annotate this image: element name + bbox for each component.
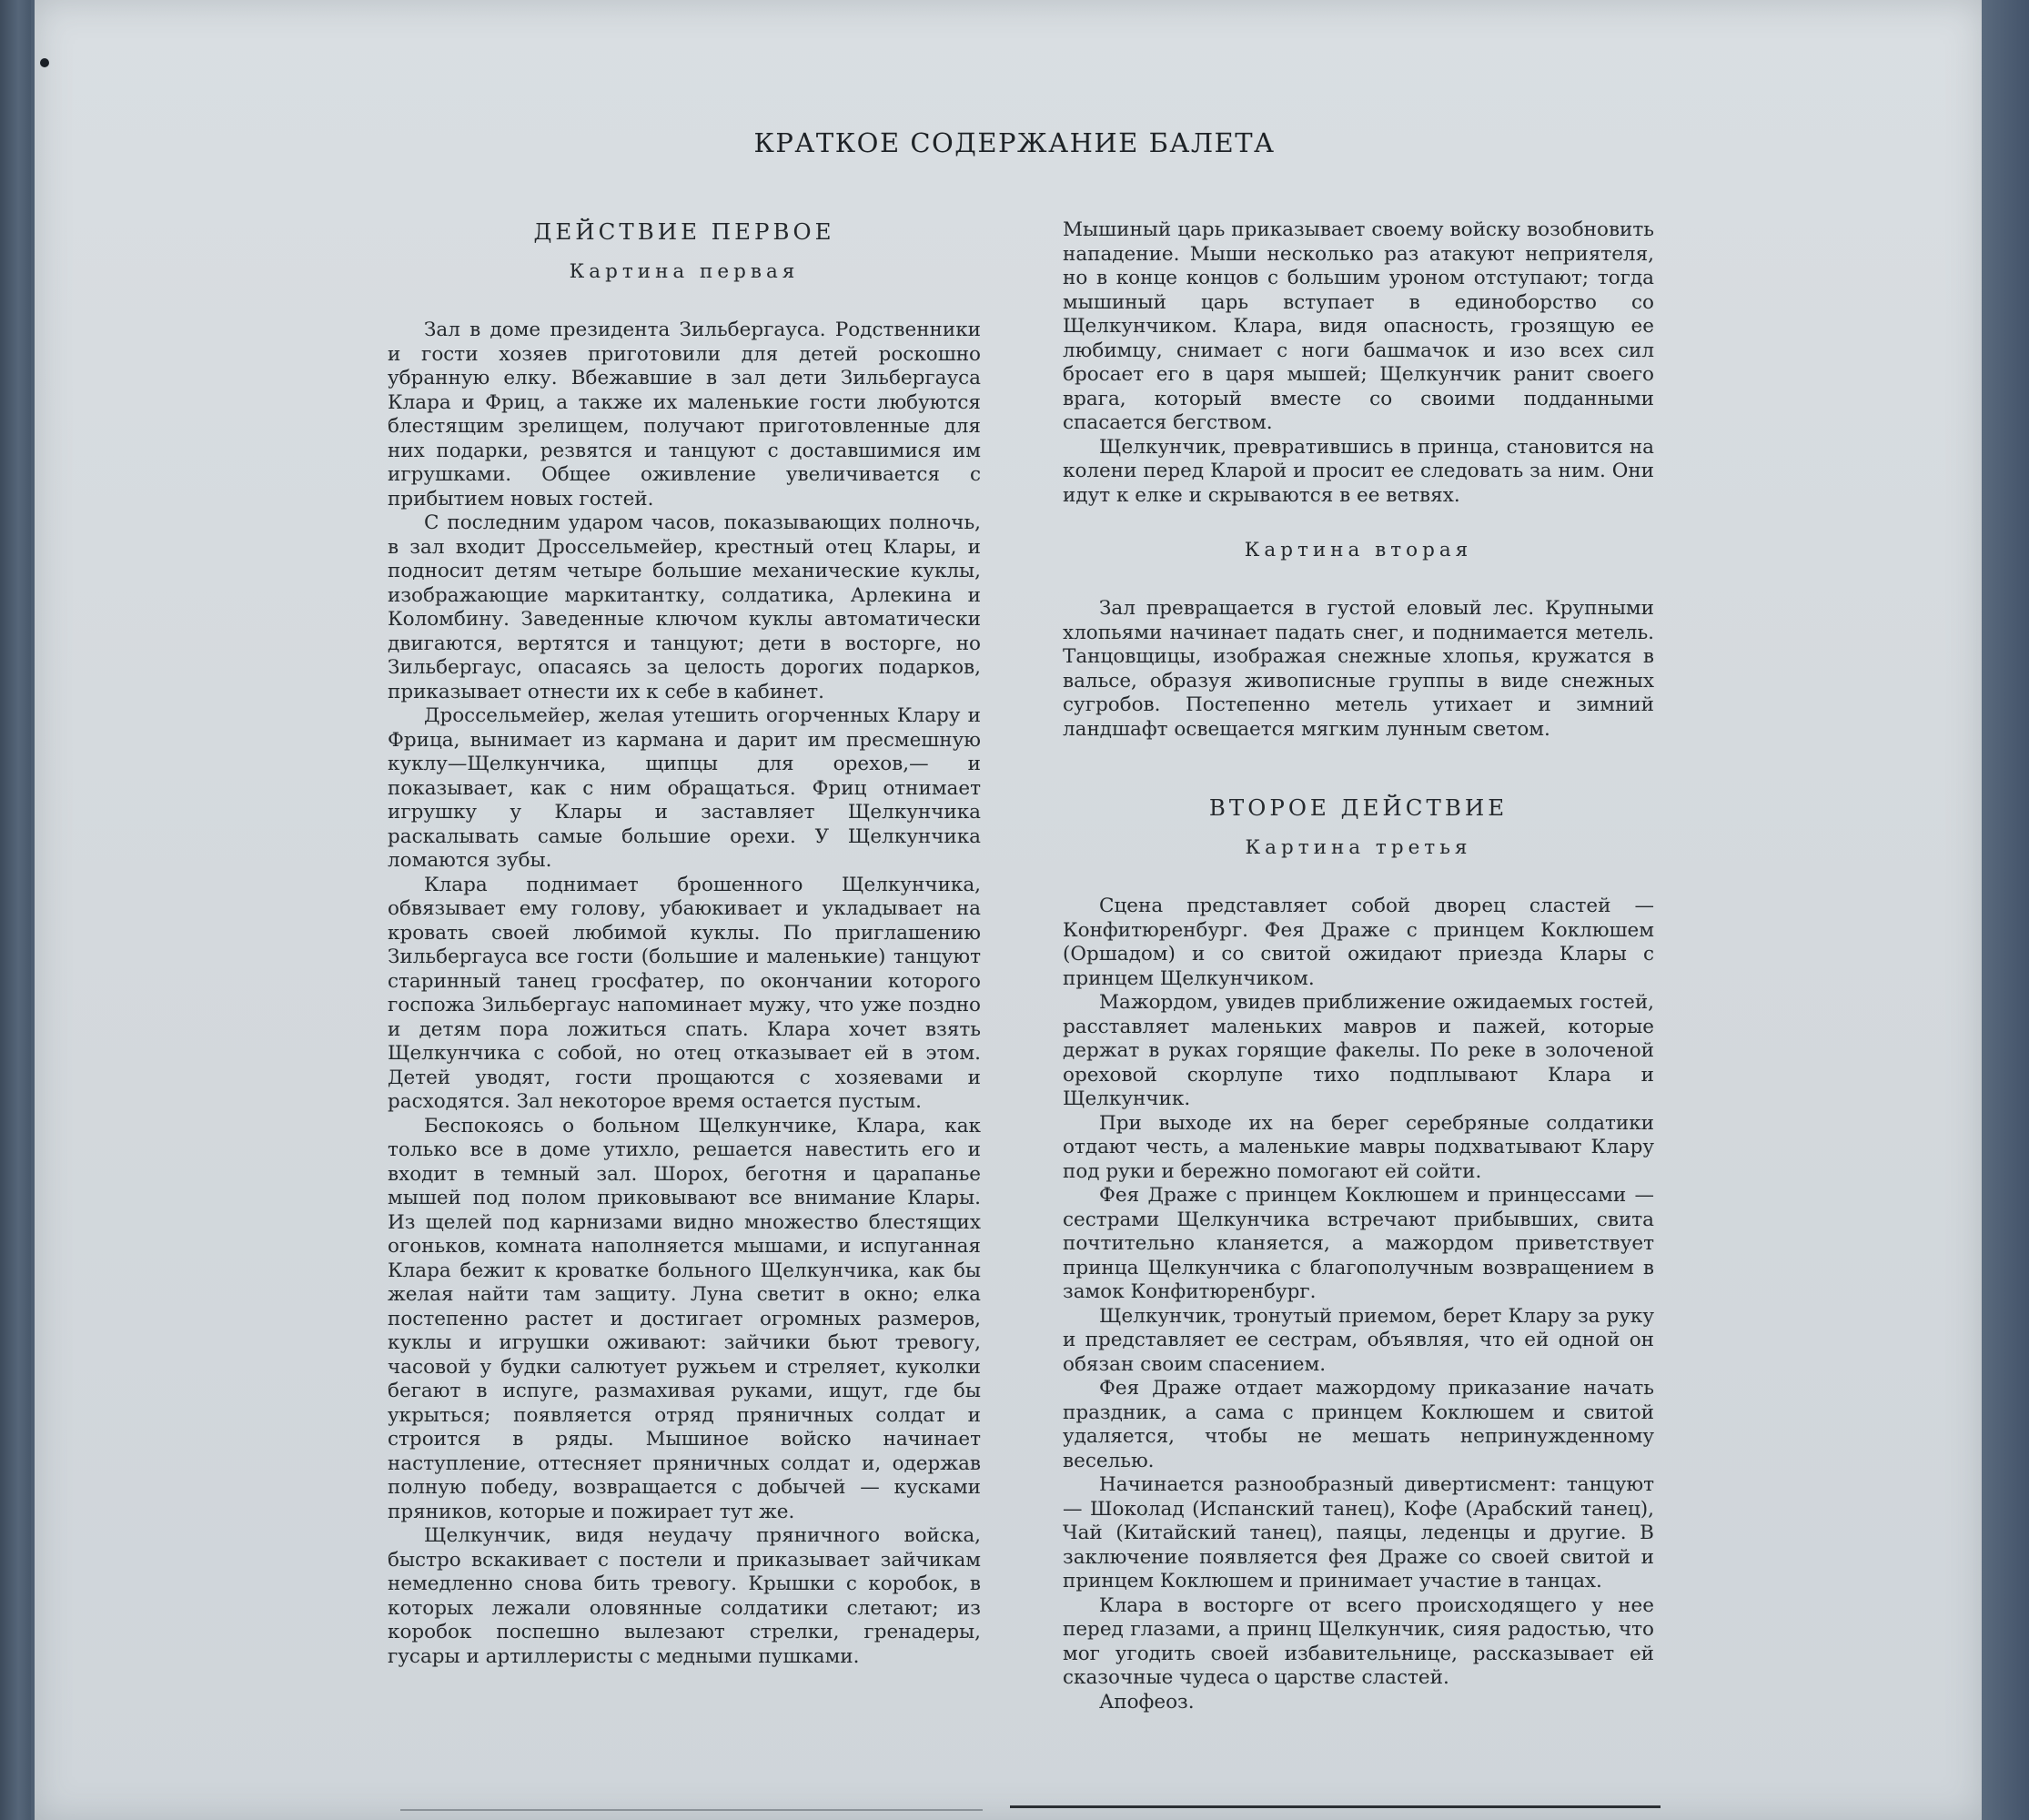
binding-mark — [40, 58, 49, 67]
scene-1-paragraph-2: С последним ударом часов, показывающих полночь, в зал входит Дроссельмейер, крестный отец Клары, и подносит детям четыре большие механические куклы, изображающие маркитантку, солдатика, Арлекина и Коломбину. Заведенные ключом куклы автоматически двигаются, вертятся и танцуют; дети в восторге, но Зильбергаус, опасаясь за целость дорогих подарков, приказывает отнести их к себе в кабинет. — [388, 511, 981, 703]
scene-3-paragraph-6: Фея Драже отдает мажордому приказание начать праздник, а сама с принцем Коклюшем и свитой удаляется, чтобы не мешать непринужденному веселью. — [1063, 1377, 1654, 1472]
scene-2-heading: Картина вторая — [1244, 539, 1473, 561]
act-1-heading: ДЕЙСТВИЕ ПЕРВОЕ — [533, 218, 835, 245]
sheet-edge — [1982, 0, 2029, 1820]
scene-3-paragraph-9: Апофеоз. — [1099, 1690, 1195, 1714]
scene-1-paragraph-4: Клара поднимает брошенного Щелкунчика, обвязывает ему голову, убаюкивает и укладывает на кровать своей любимой куклы. По приглашению Зильбергауса все гости (большие и маленькие) танцуют старинный танец гросфатер, по окончании которого госпожа Зильбергаус напоминает мужу, что уже поздно и детям пора ложиться спать. Клара хочет взять Щелкунчика с собой, но отец отказывает ей в этом. Детей уводят, гости прощаются с хозяевами и расходятся. Зал некоторое время остается пустым. — [388, 873, 981, 1113]
scene-3-heading: Картина третья — [1245, 836, 1472, 859]
scene-3-paragraph-8: Клара в восторге от всего происходящего у нее перед глазами, а принц Щелкунчик, сияя радостью, что мог угодить своей избавительнице, рассказывает ей сказочные чудеса о царстве сластей. — [1063, 1593, 1654, 1689]
page-sheet — [35, 0, 1984, 1820]
book-binding — [0, 0, 31, 1820]
bottom-rule — [1010, 1805, 1661, 1808]
scene-2-paragraph-1: Зал превращается в густой еловый лес. Крупными хлопьями начинает падать снег, и поднимается метель. Танцовщицы, изображая снежные хлопья, кружатся в вальсе, образуя живописные группы в виде снежных сугробов. Постепенно метель утихает и зимний ландшафт освещается мягким лунным светом. — [1063, 597, 1654, 741]
bottom-rule-left — [400, 1809, 983, 1811]
page-title: КРАТКОЕ СОДЕРЖАНИЕ БАЛЕТА — [753, 127, 1276, 158]
scene-1-heading: Картина первая — [569, 260, 800, 283]
scene-3-paragraph-7: Начинается разнообразный дивертисмент: танцуют — Шоколад (Испанский танец), Кофе (Арабский танец), Чай (Китайский танец), паяцы, леденцы и другие. В заключение появляется фея Драже со своей свитой и принцем Коклюшем и принимает участие в танцах. — [1063, 1473, 1654, 1592]
scene-1-paragraph-3: Дроссельмейер, желая утешить огорченных Клару и Фрица, вынимает из кармана и дарит им пресмешную куклу—Щелкунчика, щипцы для орехов,— и показывает, как с ним обращаться. Фриц отнимает игрушку у Клары и заставляет Щелкунчика раскалывать самые большие орехи. У Щелкунчика ломаются зубы. — [388, 704, 981, 872]
scene-1-paragraph-1: Зал в доме президента Зильбергауса. Родственники и гости хозяев приготовили для детей роскошно убранную елку. Вбежавшие в зал дети Зильбергауса Клара и Фриц, а также их маленькие гости любуются блестящим зрелищем, получают приготовленные для них подарки, резвятся и танцуют с доставшимися им игрушками. Общее оживление увеличивается с прибытием новых гостей. — [388, 318, 981, 511]
scene-3-paragraph-1: Сцена представляет собой дворец сластей — Конфитюренбург. Фея Драже с принцем Коклюшем (Оршадом) и со свитой ожидают приезда Клары с принцем Щелкунчиком. — [1063, 895, 1654, 990]
left-column — [388, 218, 981, 1669]
act-2-heading: ВТОРОЕ ДЕЙСТВИЕ — [1208, 794, 1509, 821]
scene-1-continued-paragraph-1: Мышиный царь приказывает своему войску возобновить нападение. Мыши несколько раз атакуют неприятеля, но в конце концов с большим уроном отступают; тогда мышиный царь вступает в единоборство со Щелкунчиком. Клара, видя опасность, грозящую ее любимцу, снимает с ноги башмачок и изо всех сил бросает его в царя мышей; Щелкунчик ранит своего врага, который вместе со своими подданными спасается бегством. — [1063, 218, 1654, 434]
scene-1-paragraph-5: Беспокоясь о больном Щелкунчике, Клара, как только все в доме утихло, решается навестить его и входит в темный зал. Шорох, беготня и царапанье мышей под полом приковывают все внимание Клары. Из щелей под карнизами видно множество блестящих огоньков, комната наполняется мышами, и испуганная Клара бежит к кроватке больного Щелкунчика, как бы желая найти там защиту. Луна светит в окно; елка постепенно растет и достигает огромных размеров, куклы и игрушки оживают: зайчики бьют тревогу, часовой у будки салютует ружьем и стреляет, куколки бегают в испуге, размахивая руками, ищут, где бы укрыться; появляется отряд пряничных солдат и строится в ряды. Мышиное войско начинает наступление, оттесняет пряничных солдат и, одержав полную победу, возвращается с добычей — кусками пряников, которые и пожирает тут же. — [388, 1114, 981, 1523]
scene-3-paragraph-3: При выходе их на берег серебряные солдатики отдают честь, а маленькие мавры подхватывают Клару под руки и бережно помогают ей сойти. — [1063, 1111, 1654, 1183]
scene-3-paragraph-2: Мажордом, увидев приближение ожидаемых гостей, расставляет маленьких мавров и пажей, которые держат в руках горящие факелы. По реке в золоченой ореховой скорлупе тихо подплывают Клара и Щелкунчик. — [1063, 991, 1654, 1110]
right-column — [1063, 218, 1654, 1714]
scene-3-paragraph-5: Щелкунчик, тронутый приемом, берет Клару за руку и представляет ее сестрам, объявляя, что ей одной он обязан своим спасением. — [1063, 1304, 1654, 1376]
scene-3-paragraph-4: Фея Драже с принцем Коклюшем и принцессами — сестрами Щелкунчика встречают прибывших, свита почтительно кланяется, а мажордом приветствует принца Щелкунчика с благополучным возвращением в замок Конфитюренбург. — [1063, 1184, 1654, 1303]
scene-1-continued-paragraph-2: Щелкунчик, превратившись в принца, становится на колени перед Кларой и просит ее следовать за ним. Они идут к елке и скрываются в ее ветвях. — [1063, 435, 1654, 507]
scene-1-paragraph-6: Щелкунчик, видя неудачу пряничного войска, быстро вскакивает с постели и приказывает зайчикам немедленно снова бить тревогу. Крышки с коробок, в которых лежали оловянные солдатики слетают; из коробок поспешно вылезают стрелки, гренадеры, гусары и артиллеристы с медными пушками. — [388, 1524, 981, 1668]
